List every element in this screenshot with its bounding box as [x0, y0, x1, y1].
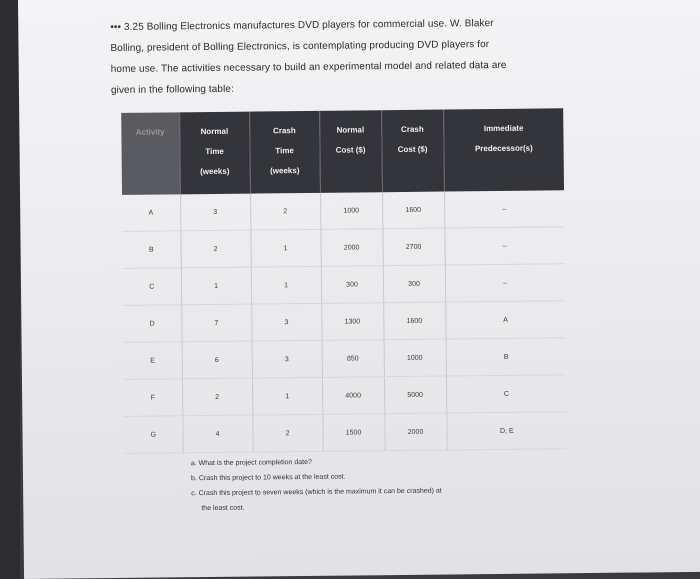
question-b: b. Crash this project to 10 weeks at the least cost.	[190, 473, 346, 483]
table-row	[123, 264, 565, 306]
table-row	[124, 412, 566, 454]
cell-normal-cost: 2000	[320, 229, 382, 267]
cell-crash-cost: 2000	[384, 413, 446, 451]
cell-predecessors: B	[446, 338, 566, 376]
cell-normal-cost: 850	[322, 340, 384, 378]
cell-normal-cost: 300	[321, 266, 383, 304]
table-row	[122, 190, 564, 231]
cell-predecessors: D, E	[446, 412, 566, 450]
cell-normal-time: 1	[181, 267, 251, 305]
problem-line: ••• 3.25 Bolling Electronics manufactures DVD players for commercial use. W. Blaker	[110, 18, 494, 34]
cell-crash-cost: 2700	[382, 228, 444, 266]
table-row	[122, 227, 564, 269]
header-immediate-predecessors: Immediate Predecessor(s)	[443, 108, 564, 191]
cell-crash-cost: 300	[383, 265, 445, 303]
cell-crash-cost: 1600	[382, 192, 444, 229]
problem-line: home use. The activities necessary to build an experimental model and related data are	[110, 59, 507, 76]
cell-crash-cost: 1000	[384, 339, 446, 377]
cell-normal-time: 4	[182, 415, 252, 453]
cell-crash-time: 2	[252, 414, 322, 452]
cell-crash-time: 3	[252, 340, 322, 378]
textbook-page	[18, 0, 700, 579]
cell-normal-time: 2	[180, 230, 250, 268]
question-c-continued: the least cost.	[201, 504, 245, 513]
cell-activity: D	[123, 305, 181, 343]
cell-activity: A	[122, 194, 180, 231]
table-row	[124, 375, 566, 417]
question-list	[191, 452, 572, 516]
cell-predecessors: –	[445, 264, 565, 302]
cell-normal-time: 2	[182, 378, 252, 416]
table-row	[123, 301, 565, 343]
cell-activity: C	[123, 268, 181, 306]
cell-normal-cost: 1500	[322, 414, 384, 452]
question-a: a. What is the project completion date?	[190, 458, 312, 468]
table-row	[124, 338, 566, 380]
table-header-row	[121, 108, 564, 195]
cell-predecessors: A	[445, 301, 565, 339]
cell-predecessors: C	[446, 375, 566, 413]
problem-line: Bolling, president of Bolling Electronics, is contemplating producing DVD players for	[110, 39, 490, 55]
header-crash-time: Crash Time (weeks)	[249, 111, 320, 194]
problem-statement	[110, 12, 581, 101]
cell-predecessors: –	[444, 227, 564, 265]
cell-normal-cost: 1000	[320, 192, 382, 229]
cell-crash-time: 1	[252, 377, 322, 415]
cell-normal-time: 7	[181, 304, 251, 342]
cell-predecessors: –	[444, 190, 564, 228]
cell-normal-cost: 1300	[321, 303, 383, 341]
problem-line: given in the following table:	[110, 83, 234, 97]
cell-activity: F	[124, 379, 182, 417]
cell-normal-time: 3	[180, 194, 250, 231]
header-normal-time: Normal Time (weeks)	[179, 112, 250, 195]
cell-crash-cost: 1600	[383, 302, 445, 340]
cell-crash-time: 1	[250, 229, 320, 267]
cell-crash-time: 3	[251, 303, 321, 341]
question-c: c. Crash this project to seven weeks (which is the maximum it can be crashed) at	[191, 487, 442, 498]
cell-crash-time: 2	[250, 193, 320, 230]
cell-activity: E	[124, 342, 182, 380]
cell-crash-cost: 5000	[384, 376, 446, 414]
cell-normal-cost: 4000	[322, 377, 384, 415]
cell-activity: G	[124, 416, 182, 454]
activity-table	[121, 108, 567, 454]
background-edge	[0, 0, 20, 579]
cell-normal-time: 6	[182, 341, 252, 379]
header-crash-cost: Crash Cost ($)	[381, 110, 444, 193]
cell-activity: B	[122, 231, 180, 269]
header-normal-cost: Normal Cost ($)	[319, 110, 382, 193]
cell-crash-time: 1	[251, 266, 321, 304]
header-activity: Activity	[121, 112, 180, 195]
